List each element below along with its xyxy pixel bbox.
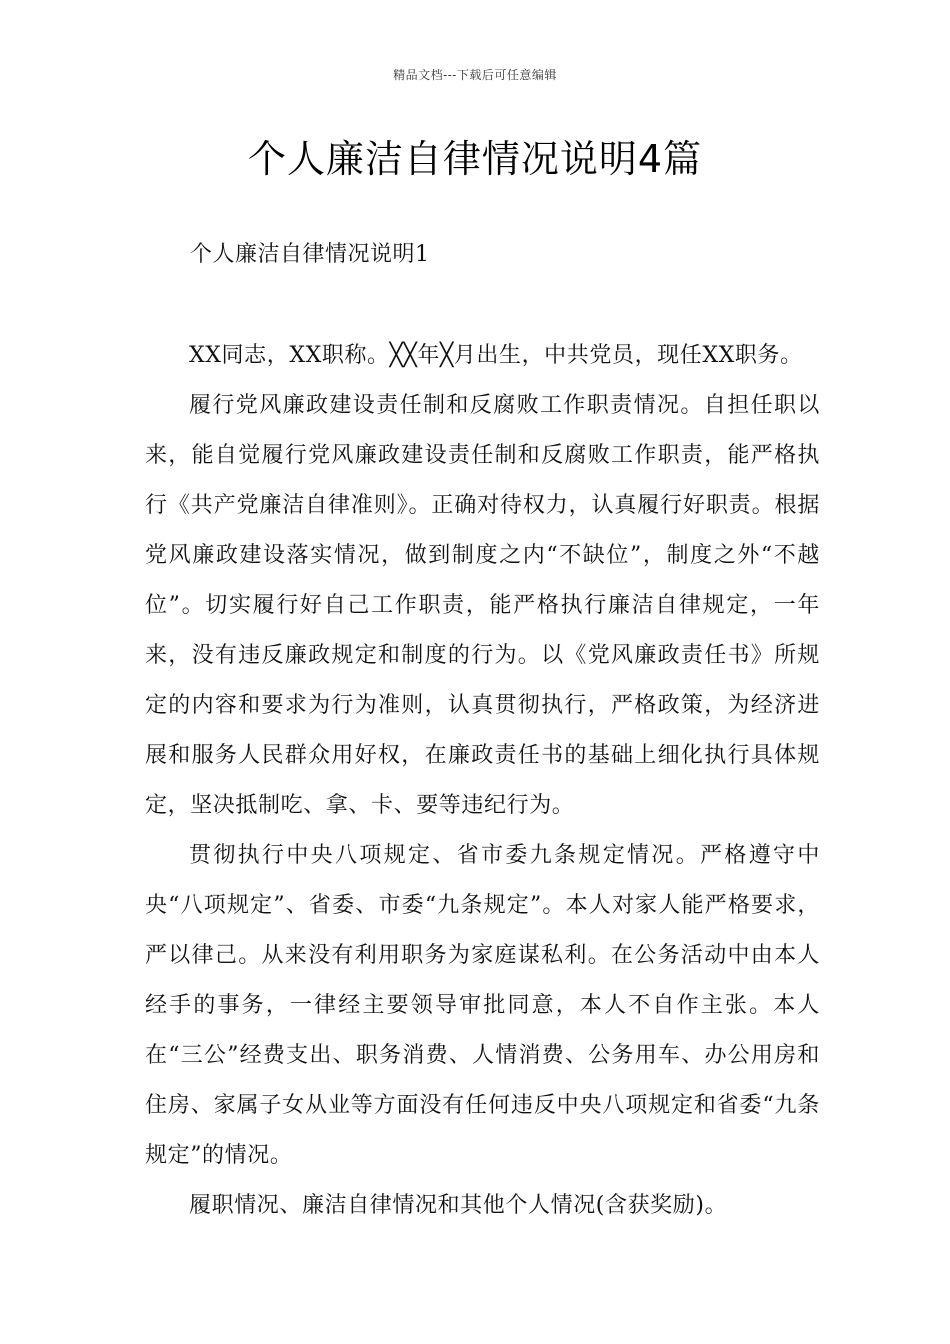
paragraph: 履行党风廉政建设责任制和反腐败工作职责情况。自担任职以来，能自觉履行党风廉政建设责任制和反腐败工作职责，能严格执行《共产党廉洁自律准则》。正确对待权力，认真履行好职责。根据党风廉政建设落实情况，做到制度之内“不缺位”，制度之外“不越位”。切实履行好自己工作职责，能严格执行廉洁自律规定，一年来，没有违反廉政规定和制度的行为。以《党风廉政责任书》所规定的内容和要求为行为准则，认真贯彻执行，严格政策，为经济进展和服务人民群众用好权，在廉政责任书的基础上细化执行具体规定，坚决抵制吃、拿、卡、要等违纪行为。 bbox=[145, 393, 820, 818]
document-title: 个人廉洁自律情况说明4篇 bbox=[247, 137, 703, 181]
header-note: 精品文档---下载后可任意编辑 bbox=[393, 68, 557, 82]
paragraph: 履职情况、廉洁自律情况和其他个人情况(含获奖励)。 bbox=[189, 1193, 728, 1218]
paragraph: XX同志，XX职称。╳╳年╳月出生，中共党员，现任XX职务。 bbox=[189, 343, 803, 368]
paragraph: 贯彻执行中央八项规定、省市委九条规定情况。严格遵守中央“八项规定”、省委、市委“九条规定”。本人对家人能严格要求，严以律己。从来没有利用职务为家庭谋私利。在公务活动中由本人经手的事务，一律经主要领导审批同意，本人不自作主张。本人在“三公”经费支出、职务消费、人情消费、公务用车、办公用房和住房、家属子女从业等方面没有任何违反中央八项规定和省委“九条规定”的情况。 bbox=[145, 843, 820, 1168]
section-subtitle: 个人廉洁自律情况说明1 bbox=[190, 242, 430, 267]
body-text bbox=[145, 331, 820, 1231]
